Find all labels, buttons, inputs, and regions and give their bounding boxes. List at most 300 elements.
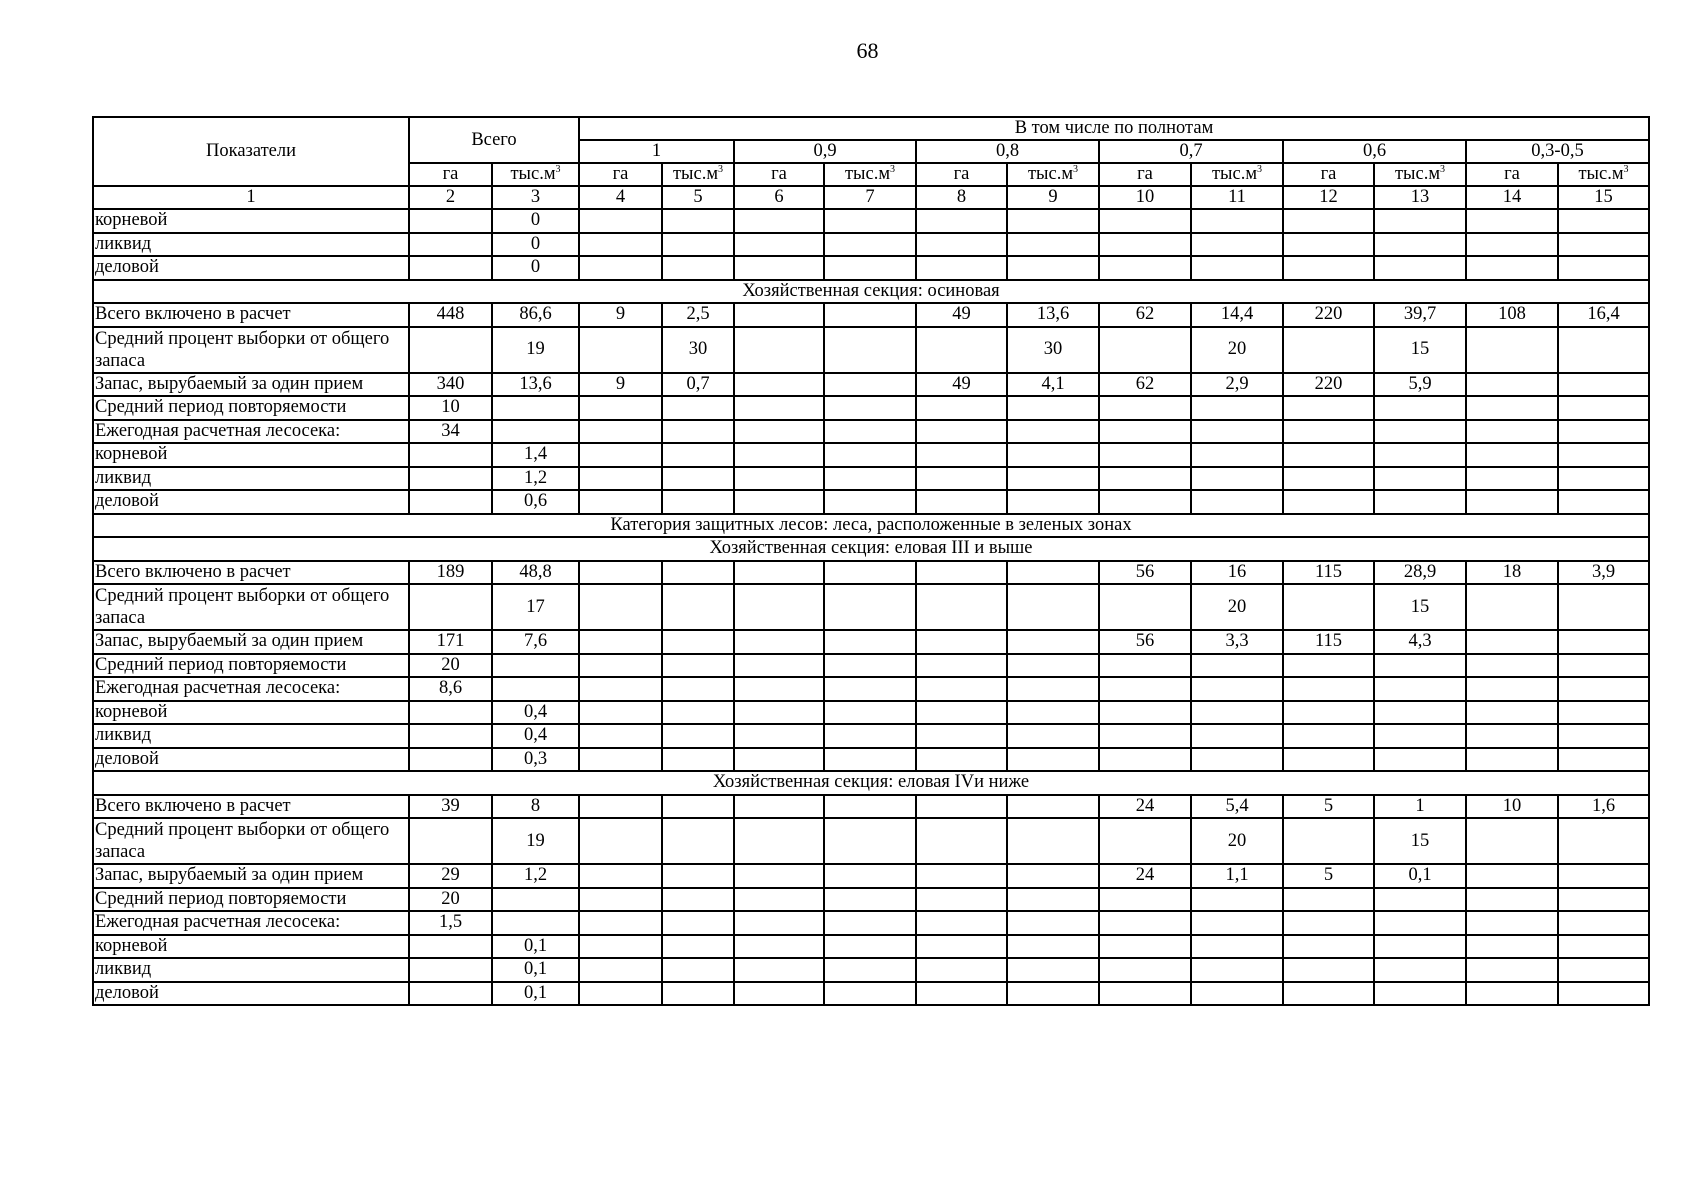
row-label: корневой xyxy=(93,443,409,467)
table-cell xyxy=(824,233,916,257)
table-cell xyxy=(1283,327,1374,373)
table-cell xyxy=(824,256,916,280)
table-cell xyxy=(916,584,1007,630)
table-cell xyxy=(1191,677,1283,701)
column-number: 2 xyxy=(409,186,492,209)
table-cell: 0,1 xyxy=(492,958,579,982)
table-cell xyxy=(1007,467,1099,491)
table-cell xyxy=(409,327,492,373)
table-cell xyxy=(1466,443,1558,467)
table-cell xyxy=(734,584,824,630)
table-cell xyxy=(1374,256,1466,280)
table-cell xyxy=(1191,420,1283,444)
table-row xyxy=(93,584,1649,630)
row-label: Запас, вырубаемый за один прием xyxy=(93,373,409,397)
table-cell xyxy=(1283,724,1374,748)
table-cell xyxy=(579,748,662,772)
column-number: 3 xyxy=(492,186,579,209)
table-cell: 39 xyxy=(409,795,492,819)
table-cell xyxy=(1099,396,1191,420)
table-cell xyxy=(824,467,916,491)
table-cell xyxy=(662,396,734,420)
table-row xyxy=(93,935,1649,959)
table-cell xyxy=(734,701,824,725)
row-label: ликвид xyxy=(93,467,409,491)
table-row xyxy=(93,724,1649,748)
table-cell xyxy=(579,911,662,935)
table-cell: 0 xyxy=(492,209,579,233)
table-cell xyxy=(734,818,824,864)
table-cell: 13,6 xyxy=(492,373,579,397)
column-number: 6 xyxy=(734,186,824,209)
row-label: деловой xyxy=(93,256,409,280)
table-cell: 5 xyxy=(1283,795,1374,819)
column-number: 9 xyxy=(1007,186,1099,209)
table-row xyxy=(93,701,1649,725)
table-cell xyxy=(1374,396,1466,420)
unit-ha: га xyxy=(1466,163,1558,186)
table-cell xyxy=(916,630,1007,654)
table-row xyxy=(93,490,1649,514)
table-cell xyxy=(1558,256,1649,280)
header-indicators: Показатели xyxy=(93,117,409,186)
column-number: 15 xyxy=(1558,186,1649,209)
table-cell: 2,5 xyxy=(662,303,734,327)
table-cell xyxy=(916,490,1007,514)
table-cell: 0 xyxy=(492,256,579,280)
row-label: корневой xyxy=(93,935,409,959)
row-label: деловой xyxy=(93,748,409,772)
table-cell xyxy=(1466,467,1558,491)
unit-volume-exponent: 3 xyxy=(555,163,561,175)
table-cell: 15 xyxy=(1374,818,1466,864)
table-cell: 18 xyxy=(1466,561,1558,585)
unit-volume xyxy=(1374,163,1466,186)
table-cell: 0,4 xyxy=(492,724,579,748)
table-cell: 13,6 xyxy=(1007,303,1099,327)
table-cell xyxy=(734,327,824,373)
table-cell xyxy=(579,818,662,864)
table-cell xyxy=(1466,584,1558,630)
table-cell xyxy=(579,795,662,819)
table-cell xyxy=(579,864,662,888)
table-cell xyxy=(1374,490,1466,514)
table-cell xyxy=(916,420,1007,444)
row-label: Всего включено в расчет xyxy=(93,795,409,819)
unit-volume xyxy=(824,163,916,186)
table-cell: 8 xyxy=(492,795,579,819)
table-cell: 9 xyxy=(579,373,662,397)
table-cell xyxy=(1099,982,1191,1006)
table-cell xyxy=(1283,748,1374,772)
table-cell xyxy=(1466,748,1558,772)
unit-ha: га xyxy=(409,163,492,186)
unit-volume-exponent: 3 xyxy=(718,163,724,175)
table-cell xyxy=(1191,396,1283,420)
table-cell: 49 xyxy=(916,303,1007,327)
table-cell xyxy=(409,818,492,864)
table-cell xyxy=(1466,373,1558,397)
table-cell: 5,4 xyxy=(1191,795,1283,819)
table-cell xyxy=(824,795,916,819)
table-cell xyxy=(1099,654,1191,678)
table-cell xyxy=(1466,724,1558,748)
table-cell xyxy=(734,396,824,420)
table-row xyxy=(93,911,1649,935)
table-cell xyxy=(734,443,824,467)
table-cell xyxy=(734,233,824,257)
row-label: Ежегодная расчетная лесосека: xyxy=(93,420,409,444)
table-cell xyxy=(824,935,916,959)
table-cell xyxy=(1558,818,1649,864)
table-cell: 20 xyxy=(409,888,492,912)
header-density-0-6: 0,6 xyxy=(1283,140,1466,163)
table-cell xyxy=(1283,396,1374,420)
table-cell xyxy=(1558,911,1649,935)
table-cell: 115 xyxy=(1283,561,1374,585)
table-row xyxy=(93,256,1649,280)
table-cell xyxy=(1283,654,1374,678)
table-cell: 19 xyxy=(492,818,579,864)
row-label: Запас, вырубаемый за один прием xyxy=(93,864,409,888)
table-cell xyxy=(1007,584,1099,630)
table-cell xyxy=(1374,677,1466,701)
table-cell xyxy=(1558,584,1649,630)
table-cell xyxy=(662,677,734,701)
table-cell xyxy=(1007,911,1099,935)
table-cell xyxy=(1558,209,1649,233)
header-density-0-7: 0,7 xyxy=(1099,140,1283,163)
table-cell xyxy=(579,209,662,233)
table-cell xyxy=(409,233,492,257)
table-cell xyxy=(1466,209,1558,233)
table-row xyxy=(93,327,1649,373)
table-cell xyxy=(1374,724,1466,748)
table-cell xyxy=(579,490,662,514)
table-cell xyxy=(734,795,824,819)
table-cell xyxy=(824,724,916,748)
table-cell xyxy=(916,724,1007,748)
table-cell xyxy=(1466,630,1558,654)
table-cell xyxy=(1283,233,1374,257)
table-cell: 1,1 xyxy=(1191,864,1283,888)
table-cell xyxy=(1191,209,1283,233)
table-cell xyxy=(1007,795,1099,819)
table-cell xyxy=(1374,888,1466,912)
table-cell xyxy=(1191,233,1283,257)
table-row xyxy=(93,818,1649,864)
table-cell xyxy=(662,443,734,467)
table-cell xyxy=(579,396,662,420)
table-cell xyxy=(662,630,734,654)
table-cell xyxy=(916,677,1007,701)
table-cell xyxy=(916,818,1007,864)
table-cell: 20 xyxy=(1191,818,1283,864)
unit-volume-exponent: 3 xyxy=(1440,163,1446,175)
table-cell xyxy=(916,256,1007,280)
table-cell xyxy=(662,958,734,982)
table-cell xyxy=(1558,864,1649,888)
table-cell xyxy=(1099,888,1191,912)
column-number: 7 xyxy=(824,186,916,209)
table-cell xyxy=(916,443,1007,467)
table-cell xyxy=(662,654,734,678)
table-cell xyxy=(1558,724,1649,748)
table-cell xyxy=(1374,958,1466,982)
table-cell xyxy=(579,677,662,701)
unit-ha: га xyxy=(916,163,1007,186)
table-cell: 115 xyxy=(1283,630,1374,654)
table-cell xyxy=(1007,958,1099,982)
table-cell: 24 xyxy=(1099,864,1191,888)
table-cell xyxy=(579,420,662,444)
table-cell xyxy=(1374,233,1466,257)
table-cell xyxy=(824,677,916,701)
table-cell xyxy=(1374,911,1466,935)
table-cell: 189 xyxy=(409,561,492,585)
table-cell xyxy=(662,490,734,514)
table-cell: 0,4 xyxy=(492,701,579,725)
table-cell xyxy=(1099,958,1191,982)
table-cell: 19 xyxy=(492,327,579,373)
table-cell xyxy=(1374,748,1466,772)
section-title: Категория защитных лесов: леса, расположенные в зеленых зонах xyxy=(93,514,1649,538)
table-cell xyxy=(824,209,916,233)
table-cell xyxy=(734,467,824,491)
table-cell xyxy=(734,630,824,654)
unit-ha: га xyxy=(579,163,662,186)
table-cell xyxy=(1007,654,1099,678)
table-cell xyxy=(1558,420,1649,444)
table-cell xyxy=(734,256,824,280)
column-number: 5 xyxy=(662,186,734,209)
table-cell xyxy=(916,748,1007,772)
table-cell xyxy=(1191,724,1283,748)
table-cell xyxy=(734,209,824,233)
table-cell: 39,7 xyxy=(1374,303,1466,327)
table-cell xyxy=(824,911,916,935)
table-cell xyxy=(1007,748,1099,772)
table-cell: 0,1 xyxy=(1374,864,1466,888)
table-cell xyxy=(824,982,916,1006)
table-cell xyxy=(916,935,1007,959)
table-cell xyxy=(1007,233,1099,257)
table-cell xyxy=(1099,935,1191,959)
table-cell xyxy=(492,677,579,701)
table-cell xyxy=(824,748,916,772)
table-cell xyxy=(1007,561,1099,585)
table-cell xyxy=(1374,209,1466,233)
table-cell xyxy=(662,233,734,257)
table-row xyxy=(93,630,1649,654)
table-cell xyxy=(409,982,492,1006)
table-cell: 62 xyxy=(1099,303,1191,327)
table-cell xyxy=(1191,888,1283,912)
table-cell xyxy=(734,748,824,772)
table-cell xyxy=(662,982,734,1006)
table-cell xyxy=(734,420,824,444)
section-row xyxy=(93,514,1649,538)
table-cell xyxy=(579,982,662,1006)
row-label: Средний период повторяемости xyxy=(93,654,409,678)
table-cell xyxy=(1558,888,1649,912)
table-cell xyxy=(1099,911,1191,935)
table-cell xyxy=(579,467,662,491)
table-cell xyxy=(1191,748,1283,772)
table-cell xyxy=(492,420,579,444)
table-cell: 86,6 xyxy=(492,303,579,327)
table-cell: 1,6 xyxy=(1558,795,1649,819)
table-cell xyxy=(824,584,916,630)
table-cell xyxy=(1558,327,1649,373)
table-cell xyxy=(662,584,734,630)
row-label: корневой xyxy=(93,209,409,233)
table-cell xyxy=(579,584,662,630)
table-cell xyxy=(1007,490,1099,514)
row-label: Всего включено в расчет xyxy=(93,561,409,585)
table-cell xyxy=(662,256,734,280)
row-label: Ежегодная расчетная лесосека: xyxy=(93,911,409,935)
table-cell xyxy=(662,888,734,912)
table-cell xyxy=(1007,935,1099,959)
table-cell xyxy=(1558,233,1649,257)
table-cell xyxy=(824,373,916,397)
table-cell xyxy=(824,490,916,514)
section-row xyxy=(93,537,1649,561)
table-cell xyxy=(1558,982,1649,1006)
table-cell xyxy=(492,911,579,935)
table-cell: 340 xyxy=(409,373,492,397)
table-cell: 2,9 xyxy=(1191,373,1283,397)
table-cell xyxy=(916,327,1007,373)
table-cell: 28,9 xyxy=(1374,561,1466,585)
table-cell xyxy=(824,420,916,444)
table-cell xyxy=(409,935,492,959)
row-label: Средний процент выборки от общего запаса xyxy=(93,327,409,373)
table-cell xyxy=(1283,888,1374,912)
page-number: 68 xyxy=(856,38,879,63)
table-cell xyxy=(734,373,824,397)
unit-volume-text: тыс.м xyxy=(1578,164,1624,184)
table-cell: 448 xyxy=(409,303,492,327)
table-cell xyxy=(734,911,824,935)
table-cell: 34 xyxy=(409,420,492,444)
table-cell xyxy=(824,701,916,725)
table-row xyxy=(93,864,1649,888)
table-cell xyxy=(1007,888,1099,912)
table-cell xyxy=(409,584,492,630)
unit-volume xyxy=(1558,163,1649,186)
table-cell: 20 xyxy=(409,654,492,678)
table-cell: 30 xyxy=(1007,327,1099,373)
table-cell xyxy=(579,233,662,257)
table-cell xyxy=(662,467,734,491)
table-cell xyxy=(1099,584,1191,630)
table-cell: 15 xyxy=(1374,327,1466,373)
unit-volume xyxy=(492,163,579,186)
table-cell xyxy=(1558,396,1649,420)
table-cell xyxy=(1007,864,1099,888)
table-cell xyxy=(1283,490,1374,514)
table-cell xyxy=(1099,701,1191,725)
table-cell xyxy=(409,701,492,725)
table-cell: 1,4 xyxy=(492,443,579,467)
unit-volume-exponent: 3 xyxy=(1073,163,1079,175)
table-cell xyxy=(824,818,916,864)
table-cell xyxy=(916,888,1007,912)
table-cell xyxy=(1283,584,1374,630)
table-cell: 14,4 xyxy=(1191,303,1283,327)
table-cell: 1,2 xyxy=(492,467,579,491)
forest-data-table xyxy=(92,116,1650,1006)
table-row xyxy=(93,677,1649,701)
table-cell xyxy=(662,795,734,819)
column-number: 12 xyxy=(1283,186,1374,209)
unit-volume-exponent: 3 xyxy=(1257,163,1263,175)
header-density-0-9: 0,9 xyxy=(734,140,916,163)
table-cell xyxy=(1466,958,1558,982)
row-label: Средний период повторяемости xyxy=(93,888,409,912)
table-cell: 4,1 xyxy=(1007,373,1099,397)
table-cell xyxy=(1191,982,1283,1006)
table-cell xyxy=(1007,209,1099,233)
table-cell xyxy=(1007,630,1099,654)
table-cell xyxy=(1558,701,1649,725)
table-cell xyxy=(662,935,734,959)
row-label: Всего включено в расчет xyxy=(93,303,409,327)
unit-volume xyxy=(1191,163,1283,186)
table-cell xyxy=(1374,701,1466,725)
table-cell xyxy=(1099,748,1191,772)
table-cell xyxy=(1283,209,1374,233)
table-cell xyxy=(734,935,824,959)
table-cell: 0,1 xyxy=(492,935,579,959)
table-cell xyxy=(916,982,1007,1006)
table-cell xyxy=(1558,935,1649,959)
header-density-0-8: 0,8 xyxy=(916,140,1099,163)
table-cell xyxy=(1007,443,1099,467)
table-row xyxy=(93,888,1649,912)
table-row xyxy=(93,654,1649,678)
table-cell xyxy=(824,958,916,982)
table-cell xyxy=(1191,490,1283,514)
column-number: 1 xyxy=(93,186,409,209)
table-cell xyxy=(1191,958,1283,982)
table-cell xyxy=(1558,748,1649,772)
table-cell xyxy=(579,935,662,959)
table-cell xyxy=(734,677,824,701)
table-cell xyxy=(1099,818,1191,864)
table-header xyxy=(93,117,1649,209)
table-cell xyxy=(1099,327,1191,373)
table-cell xyxy=(662,911,734,935)
table-cell: 20 xyxy=(1191,584,1283,630)
table-cell: 1,5 xyxy=(409,911,492,935)
table-cell: 15 xyxy=(1374,584,1466,630)
table-cell xyxy=(1007,724,1099,748)
table-cell: 220 xyxy=(1283,303,1374,327)
table-cell xyxy=(1007,420,1099,444)
table-cell: 49 xyxy=(916,373,1007,397)
column-number: 10 xyxy=(1099,186,1191,209)
row-label: Ежегодная расчетная лесосека: xyxy=(93,677,409,701)
table-cell xyxy=(824,654,916,678)
table-row xyxy=(93,467,1649,491)
table-row xyxy=(93,209,1649,233)
row-label: деловой xyxy=(93,982,409,1006)
section-row xyxy=(93,280,1649,304)
table-cell xyxy=(824,396,916,420)
